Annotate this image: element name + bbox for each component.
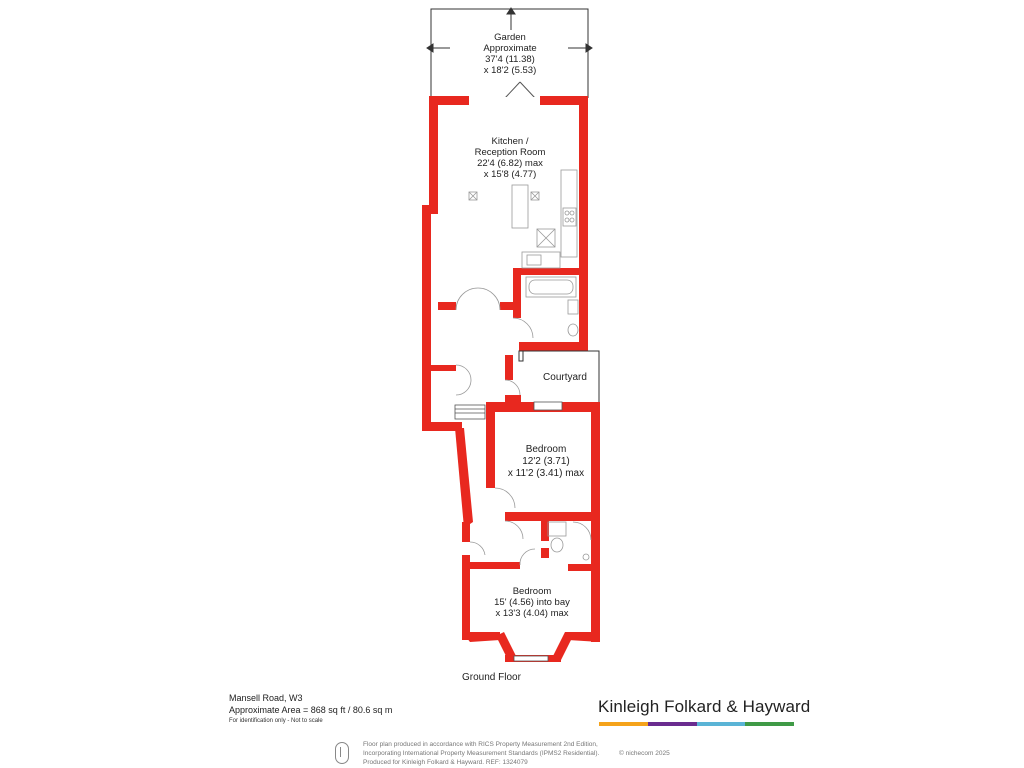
property-disclaimer: For identification only - Not to scale xyxy=(229,718,323,724)
footer-line-2: Incorporating International Property Measurement Standards (IPMS2 Residential). xyxy=(363,750,600,757)
courtyard-name: Courtyard xyxy=(543,372,587,383)
property-info xyxy=(229,692,392,726)
footer-line-1: Floor plan produced in accordance with RICS Property Measurement 2nd Edition, xyxy=(363,741,598,748)
fixtures xyxy=(456,170,591,565)
footer-text xyxy=(363,740,613,767)
kitchen-name-1: Kitchen / xyxy=(491,136,529,147)
bedroom2-name: Bedroom xyxy=(512,586,552,597)
brand-bar-segment xyxy=(599,722,648,726)
footer-copyright: © nichecom 2025 xyxy=(619,750,670,757)
bedroom2-dim-2: x 13'3 (4.04) max xyxy=(495,608,569,619)
brand-name: Kinleigh Folkard & Hayward xyxy=(598,697,811,716)
garden-dim-2: x 18'2 (5.53) xyxy=(483,65,537,76)
garden-dim-1: 37'4 (11.38) xyxy=(485,54,535,65)
garden-approx: Approximate xyxy=(483,43,537,54)
property-area: Approximate Area = 868 sq ft / 80.6 sq m xyxy=(229,705,393,715)
garden-label xyxy=(483,32,536,76)
courtyard-label xyxy=(543,372,587,383)
bedroom1-name: Bedroom xyxy=(525,444,567,455)
brand-bar-segment xyxy=(697,722,746,726)
kitchen-label xyxy=(475,136,546,180)
property-address: Mansell Road, W3 xyxy=(229,693,303,703)
kitchen-dim-2: x 15'8 (4.77) xyxy=(483,169,537,180)
garden-name: Garden xyxy=(494,32,526,43)
brand-bar-segment xyxy=(648,722,697,726)
footer-line-3: Produced for Kinleigh Folkard & Hayward. REF: 1324079 xyxy=(363,759,528,766)
bedroom2-label xyxy=(494,586,570,619)
bedroom2-dim-1: 15' (4.56) into bay xyxy=(494,597,570,608)
kitchen-dim-1: 22'4 (6.82) max xyxy=(477,158,543,169)
kitchen-name-2: Reception Room xyxy=(474,147,546,158)
brand-color-bar xyxy=(599,722,794,726)
bedroom1-dim-1: 12'2 (3.71) xyxy=(522,456,570,467)
brand-bar-segment xyxy=(745,722,794,726)
bedroom1-dim-2: x 11'2 (3.41) max xyxy=(507,468,585,479)
floor-name: Ground Floor xyxy=(462,672,521,683)
bedroom1-label xyxy=(508,444,584,479)
nichecom-logo-icon xyxy=(335,742,349,764)
